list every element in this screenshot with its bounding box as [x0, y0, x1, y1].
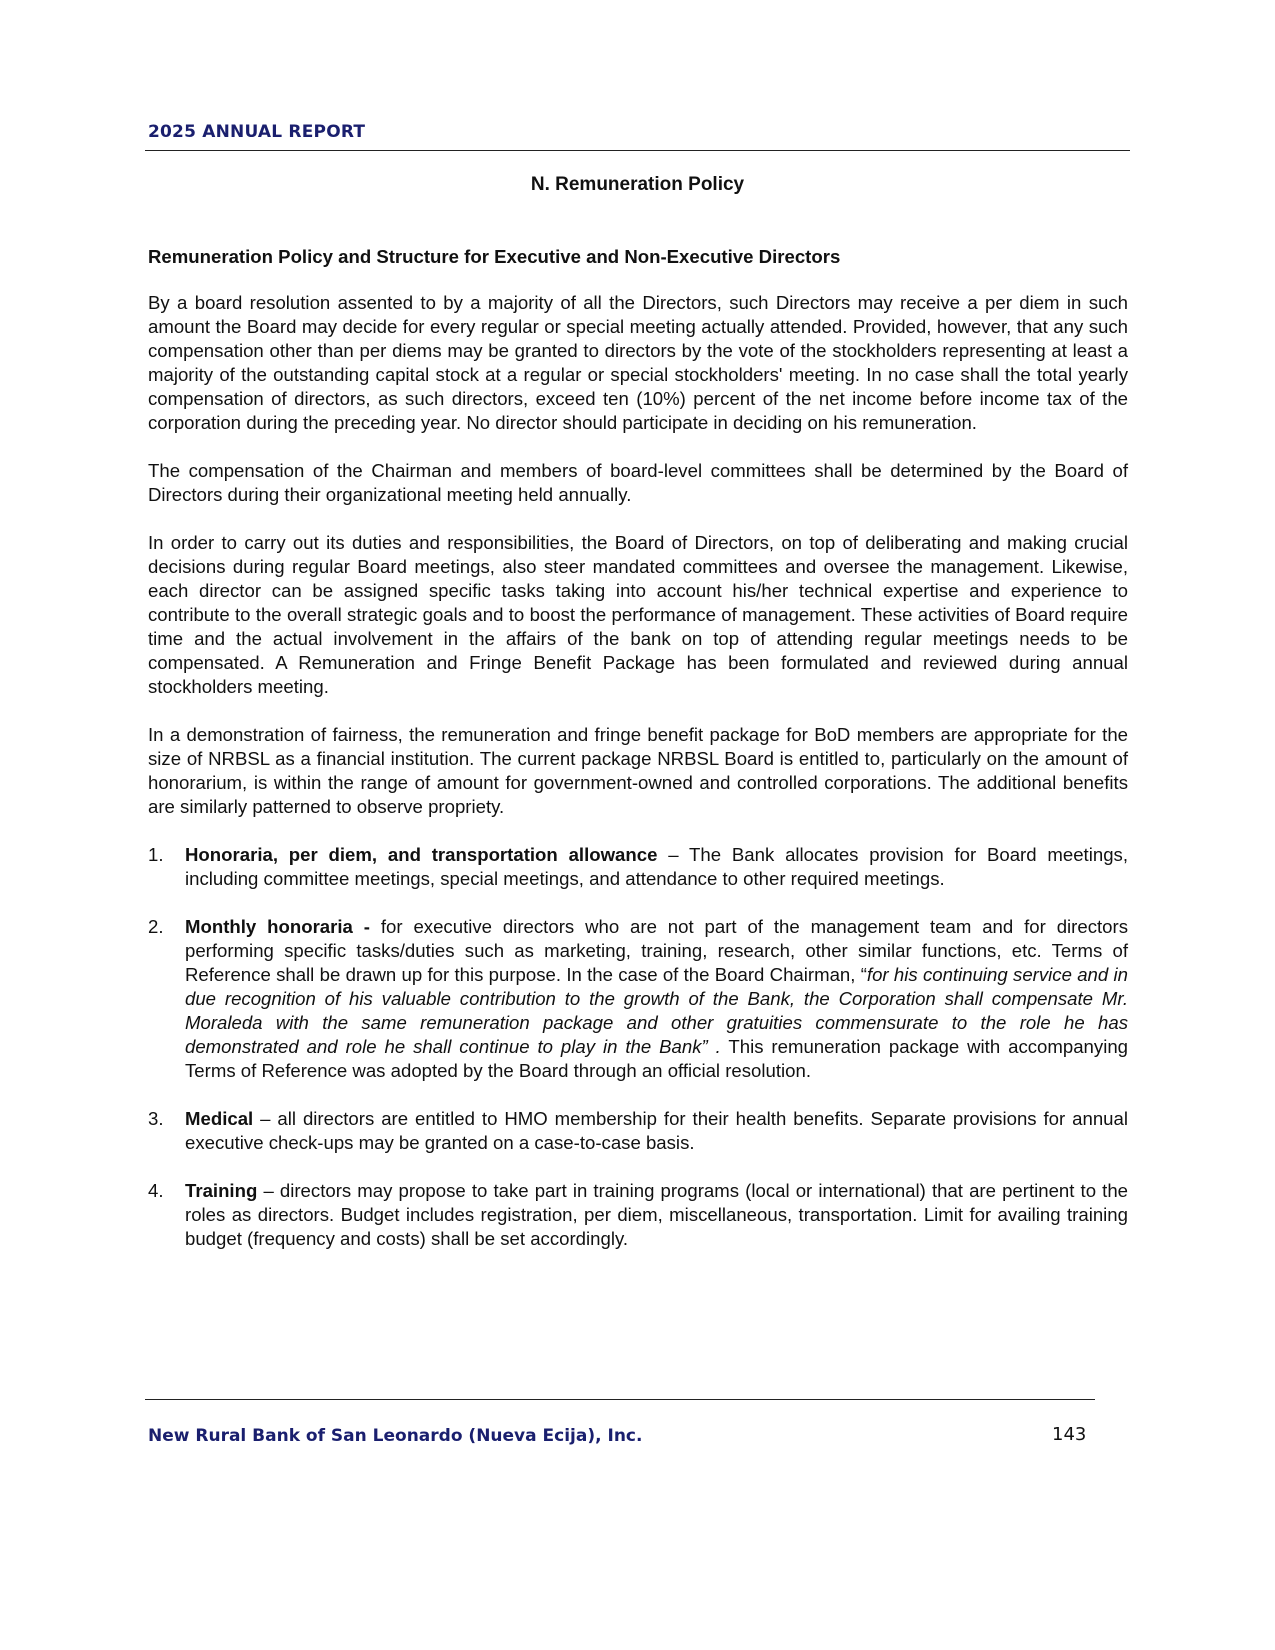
list-item-honoraria: [148, 843, 1128, 891]
list-item-body: [185, 843, 1128, 891]
report-title: 2025 ANNUAL REPORT: [148, 122, 366, 142]
paragraph-per-diem: By a board resolution assented to by a majority of all the Directors, such Directors may receive a per diem in such amount the Board may decide for every regular or special meeting actually attended. Provided, however, that any such compensation other than per diems may be granted to directors by the vote of the stockholders representing at least a majority of the outstanding capital stock at a regular or special stockholders' meeting. In no case shall the total yearly compensation of directors, as such directors, exceed ten (10%) percent of the net income before income tax of the corporation during the preceding year. No director should participate in deciding on his remuneration.: [148, 292, 1128, 433]
list-term: Honoraria, per diem, and transportation allowance: [185, 844, 658, 865]
header-divider: [145, 150, 1130, 151]
list-item-training: [148, 1179, 1128, 1251]
list-number: 2.: [148, 916, 164, 937]
footer-divider: [145, 1399, 1095, 1400]
list-item-body: [185, 915, 1128, 1083]
list-number: 1.: [148, 844, 164, 865]
page-number: 143: [1052, 1424, 1087, 1445]
list-term: Training: [185, 1180, 258, 1201]
list-text: for executive directors who are not part of the management team and for directors performing specific tasks/duties such as marketing, training, research, other similar functions, etc. Terms of Reference shall be drawn up for this purpose. In the case of the Board Chairman, “: [185, 916, 1129, 985]
footer-bank-name: New Rural Bank of San Leonardo (Nueva Ecija), Inc.: [148, 1426, 643, 1446]
section-title: N. Remuneration Policy: [530, 174, 745, 195]
list-item-monthly-honoraria: [148, 915, 1128, 1083]
document-body: [148, 245, 1128, 1275]
chairman-quote: for his continuing service and in due recognition of his valuable contribution to the growth of the Bank, the Corporation shall compensate Mr. Moraleda with the same remuneration package and other gratuities commensurate to the role he has demonstrated and role he shall continue to play in the Bank” .: [185, 964, 1128, 1057]
list-text: – all directors are entitled to HMO membership for their health benefits. Separate provisions for annual executive check-ups may be granted on a case-to-case basis.: [185, 1108, 1128, 1153]
list-number: 3.: [148, 1108, 164, 1129]
subheading: Remuneration Policy and Structure for Executive and Non-Executive Directors: [148, 246, 841, 267]
list-text: – The Bank allocates provision for Board meetings, including committee meetings, special meetings, and attendance to other required meetings.: [185, 844, 1128, 889]
paragraph-committee-compensation: The compensation of the Chairman and members of board-level committees shall be determined by the Board of Directors during their organizational meeting held annually.: [148, 460, 1128, 505]
list-term: Medical: [185, 1108, 254, 1129]
list-item-medical: [148, 1107, 1128, 1155]
list-item-body: [185, 1107, 1128, 1155]
list-term: Monthly honoraria -: [185, 916, 370, 937]
list-item-body: [185, 1179, 1128, 1251]
list-text: – directors may propose to take part in training programs (local or international) that are pertinent to the roles as directors. Budget includes registration, per diem, miscellaneous, transportation. Limit for availing training budget (frequency and costs) shall be set accordingly.: [185, 1180, 1128, 1249]
benefits-list: [148, 843, 1128, 1251]
list-text-after: This remuneration package with accompanying Terms of Reference was adopted by the Board through an official resolution.: [185, 1036, 1129, 1081]
list-number: 4.: [148, 1180, 164, 1201]
paragraph-board-duties: In order to carry out its duties and responsibilities, the Board of Directors, on top of deliberating and making crucial decisions during regular Board meetings, also steer mandated committees and oversee the management. Likewise, each director can be assigned specific tasks taking into account his/her technical expertise and experience to contribute to the overall strategic goals and to boost the performance of management. These activities of Board require time and the actual involvement in the affairs of the bank on top of attending regular meetings needs to be compensated. A Remuneration and Fringe Benefit Package has been formulated and reviewed during annual stockholders meeting.: [148, 532, 1128, 697]
paragraph-fairness: In a demonstration of fairness, the remuneration and fringe benefit package for BoD members are appropriate for the size of NRBSL as a financial institution. The current package NRBSL Board is entitled to, particularly on the amount of honorarium, is within the range of amount for government-owned and controlled corporations. The additional benefits are similarly patterned to observe propriety.: [148, 724, 1128, 817]
